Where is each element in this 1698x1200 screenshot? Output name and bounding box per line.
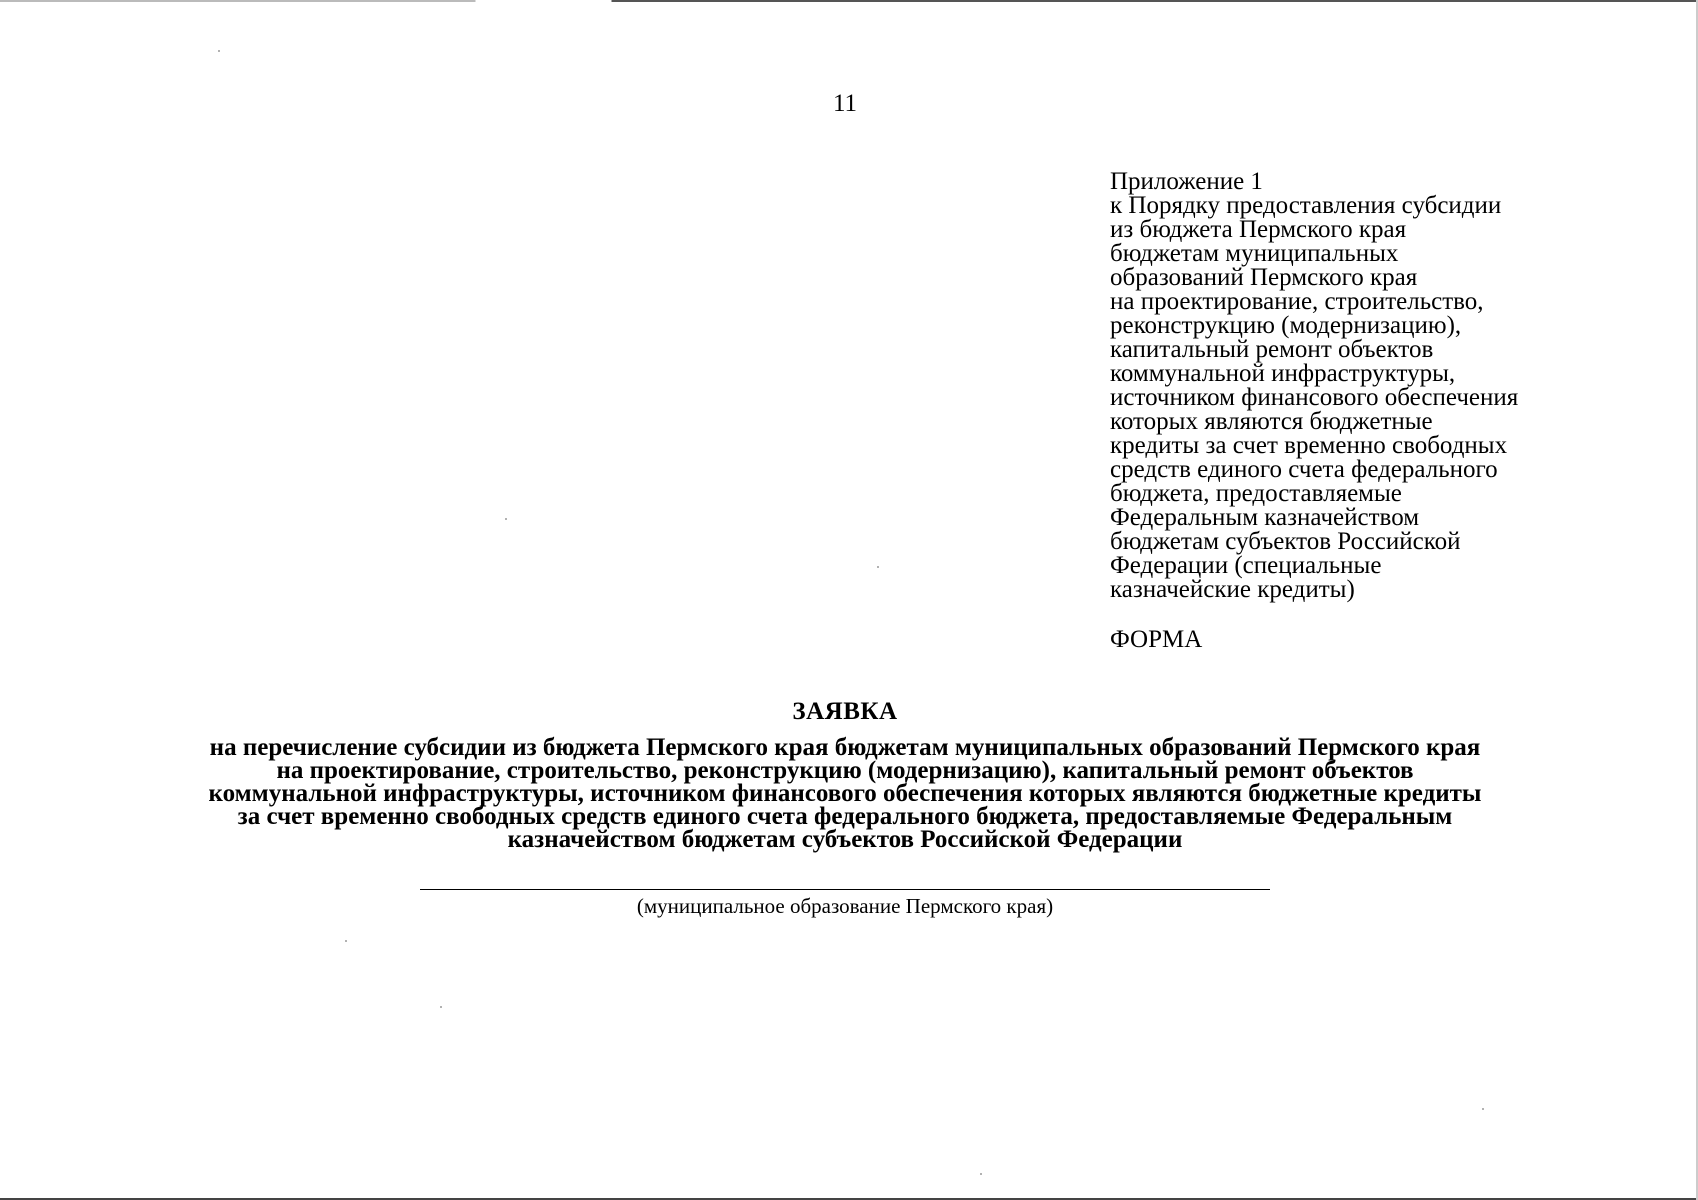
- appendix-line: средств единого счета федерального: [1110, 456, 1498, 483]
- appendix-line: реконструкцию (модернизацию),: [1110, 312, 1462, 339]
- request-subtitle: [40, 736, 1650, 851]
- appendix-line: на проектирование, строительство,: [1110, 288, 1484, 315]
- appendix-line: кредиты за счет временно свободных: [1110, 432, 1508, 459]
- appendix-line: которых являются бюджетные: [1110, 408, 1433, 435]
- scan-speck: [505, 518, 507, 520]
- appendix-line: бюджета, предоставляемые: [1110, 480, 1402, 507]
- appendix-line: из бюджета Пермского края: [1110, 216, 1407, 243]
- appendix-line: к Порядку предоставления субсидии: [1110, 192, 1502, 219]
- appendix-line: коммунальной инфраструктуры,: [1110, 360, 1456, 387]
- appendix-line: источником финансового обеспечения: [1110, 384, 1519, 411]
- appendix-line: Приложение 1: [1110, 168, 1263, 195]
- appendix-line: капитальный ремонт объектов: [1110, 336, 1434, 363]
- appendix-line: Федеральным казначейством: [1110, 504, 1420, 531]
- municipality-fill-line: [420, 889, 1270, 890]
- scan-speck: [980, 1173, 982, 1175]
- appendix-reference: [1110, 170, 1670, 602]
- subtitle-line: казначейством бюджетам субъектов Российской Федерации: [507, 826, 1183, 853]
- subtitle-line: за счет временно свободных средств единого счета федерального бюджета, предоставляемые Федеральным: [237, 803, 1453, 830]
- appendix-line: казначейские кредиты): [1110, 576, 1355, 603]
- form-label: ФОРМА: [1110, 626, 1203, 653]
- scan-speck: [877, 566, 879, 568]
- appendix-line: бюджетам муниципальных: [1110, 240, 1399, 267]
- municipality-caption: (муниципальное образование Пермского края): [636, 894, 1054, 918]
- scan-edge-top: [0, 0, 1698, 2]
- subtitle-line: на перечисление субсидии из бюджета Пермского края бюджетам муниципальных образований Пермского края: [209, 734, 1481, 761]
- appendix-line: бюджетам субъектов Российской: [1110, 528, 1461, 555]
- subtitle-line: коммунальной инфраструктуры, источником финансового обеспечения которых являются бюджетные кредиты: [208, 780, 1482, 807]
- scan-speck: [345, 940, 347, 942]
- appendix-line: Федерации (специальные: [1110, 552, 1382, 579]
- subtitle-line: на проектирование, строительство, реконструкцию (модернизацию), капитальный ремонт объектов: [276, 757, 1414, 784]
- scan-speck: [440, 1006, 442, 1008]
- appendix-line: образований Пермского края: [1110, 264, 1418, 291]
- request-title: ЗАЯВКА: [792, 698, 898, 725]
- scan-speck: [1482, 1108, 1484, 1110]
- scan-speck: [218, 50, 220, 52]
- page-number: 11: [832, 90, 858, 117]
